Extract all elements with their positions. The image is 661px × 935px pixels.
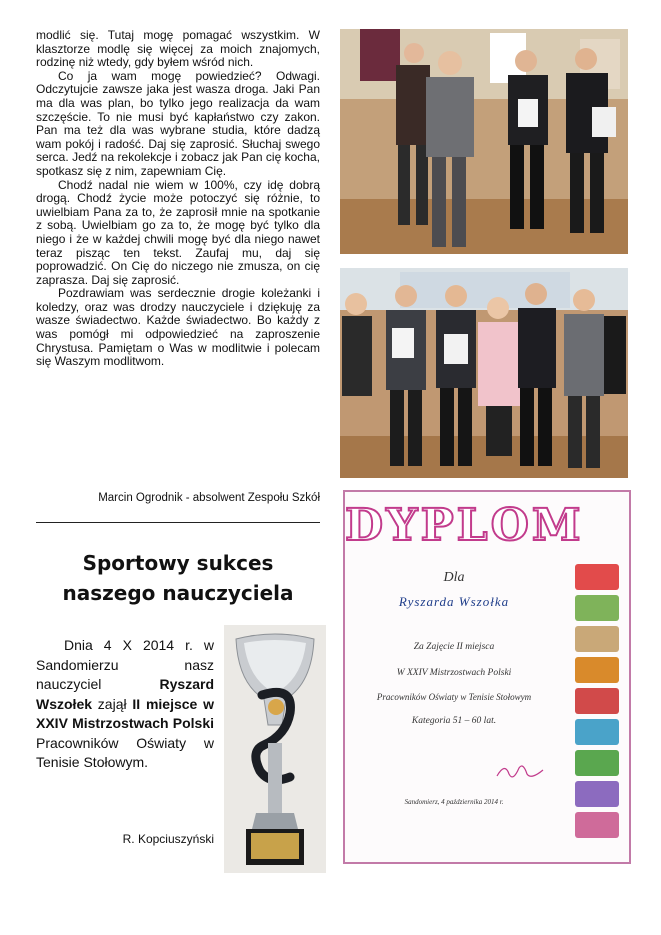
sport-thumbnail <box>575 750 619 776</box>
award-place: II miejsce w XXIV Mistrzostwach Polski <box>36 695 214 731</box>
diploma-date: Sandomierz, 4 października 2014 r. <box>404 798 504 806</box>
diploma-line: W XXIV Mistrzostwach Polski <box>396 668 512 678</box>
sport-text-part: Pracowników Oświaty w Tenisie Stołowym. <box>36 734 214 770</box>
diploma-signature <box>495 760 545 782</box>
article-paragraph: Co ja wam mogę powiedzieć? Odwagi. Odczytujcie zawsze jaka jest wasza droga. Jaki Pan ma dla was plan, bo tylko jego realizacja da wam szczęście. To nie musi być kapłaństwo czy zakon. Pan ma też dla was wybrane studia, które dadzą wam pokój i radość. Daj się zaprosić. Słuchaj swego serca. Jedź na rekolekcje i zobacz jak Pan cię kocha, spotkasz się z nim, zapewniam Cię. <box>36 68 320 178</box>
sport-thumbnail <box>575 564 619 590</box>
diploma-line: Za Zajęcie II miejsca <box>413 642 495 652</box>
sport-thumbnail <box>575 688 619 714</box>
sport-text-part: Dnia 4 X 2014 r. w Sandomierzu nasz nauczyciel <box>36 637 214 692</box>
diploma-category: Kategoria 51 – 60 lat. <box>411 716 497 726</box>
sport-signature: R. Kopciuszyński <box>122 832 214 846</box>
article-paragraph: Chodź nadal nie wiem w 100%, czy idę dobrą drogą. Chodź życie może potoczyć się różnie, to uwielbiam Pana za to, że zaprosił mnie na spotkanie z sobą. Uwielbiam go za to, że mogę być tylko dla niego i że w każdej chwili mogę być dla niego nawet teraz pisząc ten tekst. Zaufaj mu, daj się poprowadzić. On Cię do niczego nie zmusza, on cię zaprasza. Daj się zaprosić. <box>36 177 320 287</box>
sport-thumbnail <box>575 626 619 652</box>
ceremony-scene-2 <box>340 268 628 478</box>
diploma-line: Pracowników Oświaty w Tenisie Stołowym <box>376 692 532 702</box>
award-ceremony-photo-2 <box>340 268 628 478</box>
sport-text-part: zajął <box>92 695 133 712</box>
section-divider <box>36 522 320 523</box>
diploma-recipient: Ryszarda Wszołka <box>398 594 510 609</box>
ceremony-scene-1 <box>340 29 628 254</box>
sport-thumbnail <box>575 812 619 838</box>
sport-thumbnail <box>575 595 619 621</box>
diploma-title: DYPLOM <box>345 500 584 551</box>
trophy-illustration <box>224 625 326 873</box>
trophy-photo <box>224 625 326 873</box>
diploma-for-label: Dla <box>443 570 465 585</box>
diploma-image <box>343 490 631 864</box>
award-ceremony-photo-1 <box>340 29 628 254</box>
teacher-name: Ryszard Wszołek <box>36 676 214 712</box>
article-author: Marcin Ogrodnik - absolwent Zespołu Szkół <box>98 492 320 504</box>
section-title: Sportowy sukces naszego nauczyciela <box>62 551 294 605</box>
article-paragraph: modlić się. Tutaj mogę pomagać wszystkim. W klasztorze modlę się więcej za moich znajomych, rodzinę niż wtedy, gdy byłem wśród nich. <box>36 28 320 70</box>
diploma-sport-thumbnails <box>575 564 621 843</box>
sport-thumbnail <box>575 781 619 807</box>
sport-thumbnail <box>575 719 619 745</box>
article-text <box>36 29 320 369</box>
sport-paragraph <box>36 636 214 773</box>
sport-thumbnail <box>575 657 619 683</box>
article-paragraph: Pozdrawiam was serdecznie drogie koleżanki i koledzy, oraz was drodzy nauczyciele i dziękuję za wasze świadectwo. Każde świadectwo. Bo każdy z was pomógł mi odpowiedzieć na zaproszenie Chrystusa. Pamiętam o Was w modlitwie i polecam się Waszym modlitwom. <box>36 286 320 369</box>
